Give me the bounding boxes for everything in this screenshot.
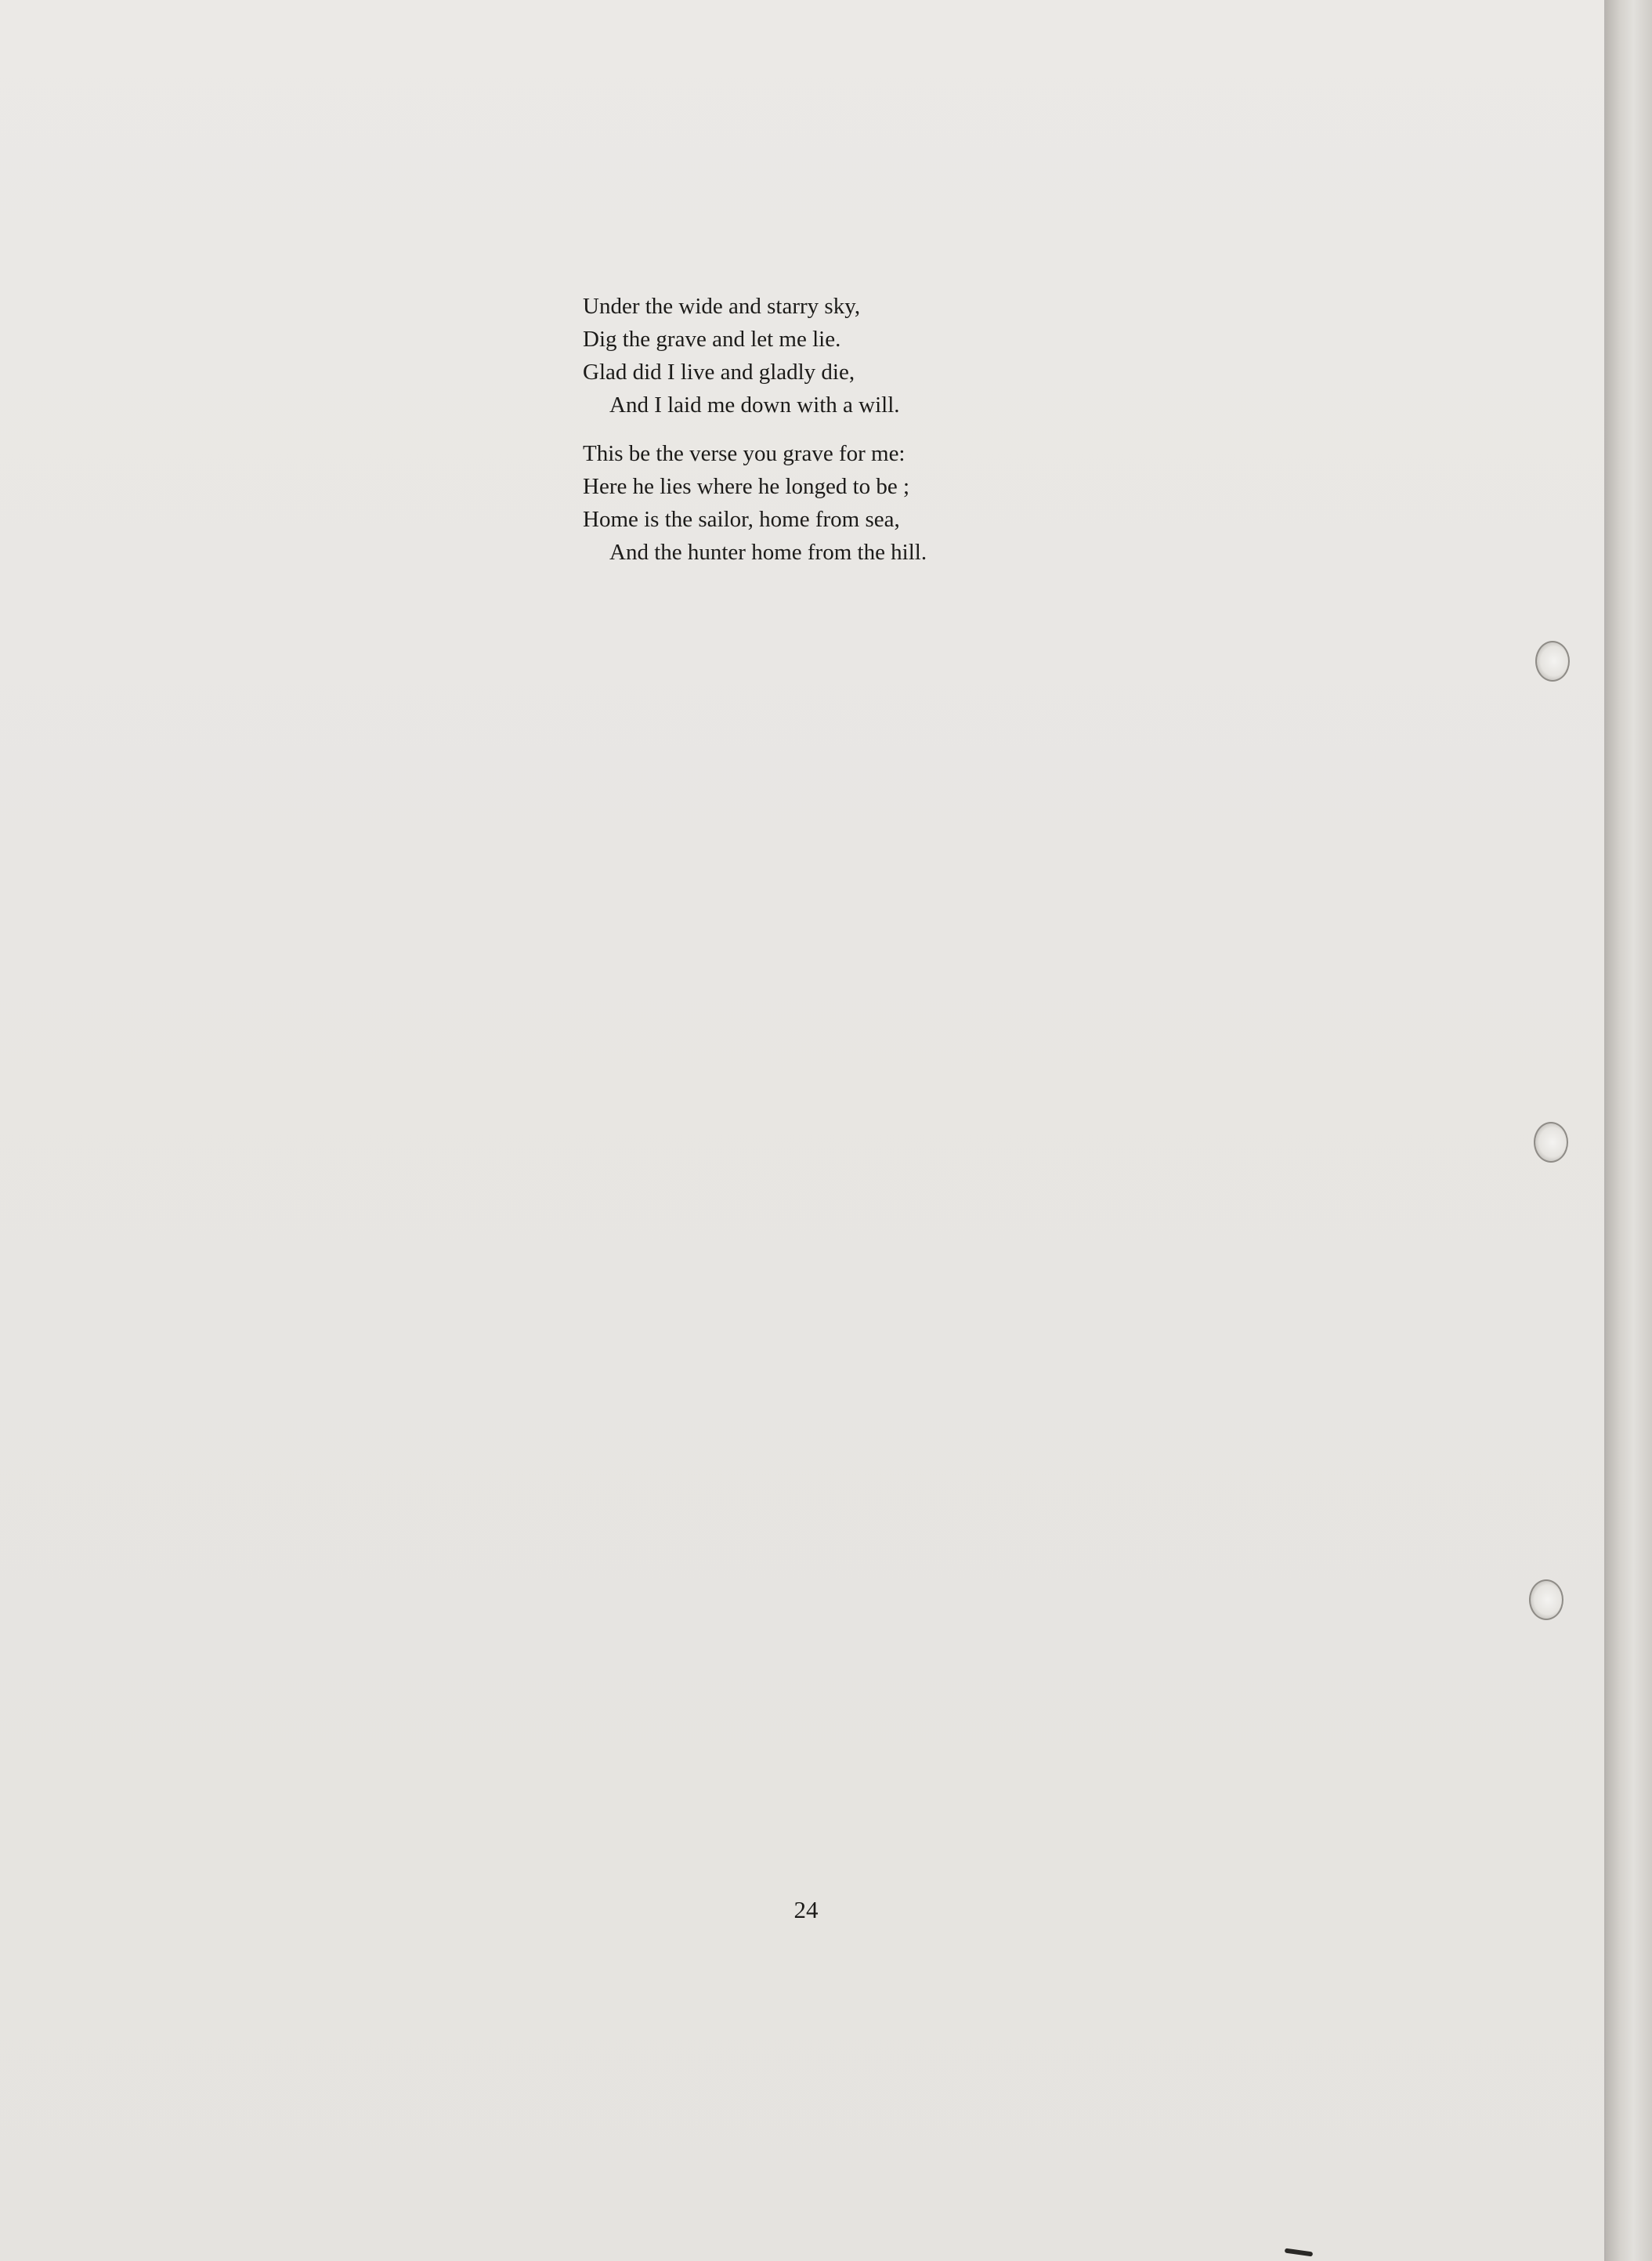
binder-hole-top <box>1535 641 1570 682</box>
poem-line: And I laid me down with a will. <box>609 393 900 418</box>
poem-line: And the hunter home from the hill. <box>609 540 927 565</box>
poem-line: This be the verse you grave for me: <box>583 441 906 466</box>
page-edge <box>1606 0 1652 2261</box>
ink-mark <box>1285 2248 1313 2257</box>
binder-hole-bottom <box>1529 1579 1563 1620</box>
binder-hole-middle <box>1534 1122 1568 1163</box>
poem-line: Under the wide and starry sky, <box>583 294 861 319</box>
poem-line: Here he lies where he longed to be ; <box>583 474 910 499</box>
poem-line: Home is the sailor, home from sea, <box>583 507 900 532</box>
poem-line: Dig the grave and let me lie. <box>583 327 841 352</box>
poem-line: Glad did I live and gladly die, <box>583 360 855 385</box>
poem-stanza-2 <box>583 437 1131 569</box>
page-number: 24 <box>793 1896 819 1923</box>
poem <box>583 290 1131 584</box>
poem-stanza-1 <box>583 290 1131 421</box>
